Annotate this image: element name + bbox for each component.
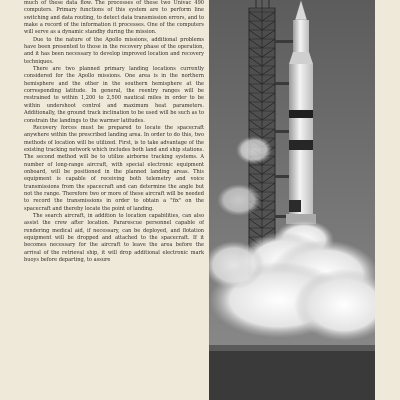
paragraph-3: There are two planned primary landing locations currently considered for the Apollo missions. One area is in the northern hemisphere and the other in the southern hemisphere at the corresponding latitude. In general, the reentry ranges will be restrained to within 1,200 to 2,500 nautical miles in order to be within undershoot control and maximum heat parameters. Additionally, the ground track inclination to be used will be such as to constrain the landings to the warmer latitudes.: [24, 66, 204, 124]
ground: [209, 345, 375, 400]
paragraph-5: The search aircraft, in addition to location capabilities, can also assist the crew after location. Pararescue personnel capable of rendering medical aid, if necessary, can be deployed, and flotation equipment will be dropped and attached to the spacecraft. If it becomes necessary for the aircraft to leave the area before the arrival of the retrieval ship, it will drop additional electronic mark buoys before departing, to assure: [24, 212, 204, 264]
paragraph-1: much of these data flow. The processes of these two Univac 490 computers. Primary functions of this system are to perform line switching and data routing, to detect data transmission errors, and to make a record of the information it processes. One of the computers will serve as a dynamic standby during the mission.: [24, 0, 204, 36]
paragraph-4: Recovery forces must be prepared to locate the spacecraft anywhere within the prescribed landing area. In order to do this, two methods of location will be utilized. First, is to take advantage of the existing tracking network which includes both land and ship stations. The second method will be to utilize airborne tracking systems. A number of long-range aircraft, with special electronic equipment onboard, will be positioned in the planned landing areas. This equipment is capable of receiving both telemetry and voice transmissions from the spacecraft and can determine the angle but not the range. Therefore two or more of these aircraft will be needed to record the transmissions in order to obtain a "fix" on the spacecraft and thereby locate the point of landing.: [24, 124, 204, 212]
article-text-column: [24, 0, 204, 400]
horizon-line: [209, 345, 375, 351]
rocket-launch-illustration: [209, 0, 375, 400]
rocket-launch-photo: [209, 0, 375, 400]
paragraph-2: Due to the nature of the Apollo missions, additional problems have been presented to those in the recovery phase of the operation, and it has been necessary to develop improved location and recovery techniques.: [24, 36, 204, 65]
